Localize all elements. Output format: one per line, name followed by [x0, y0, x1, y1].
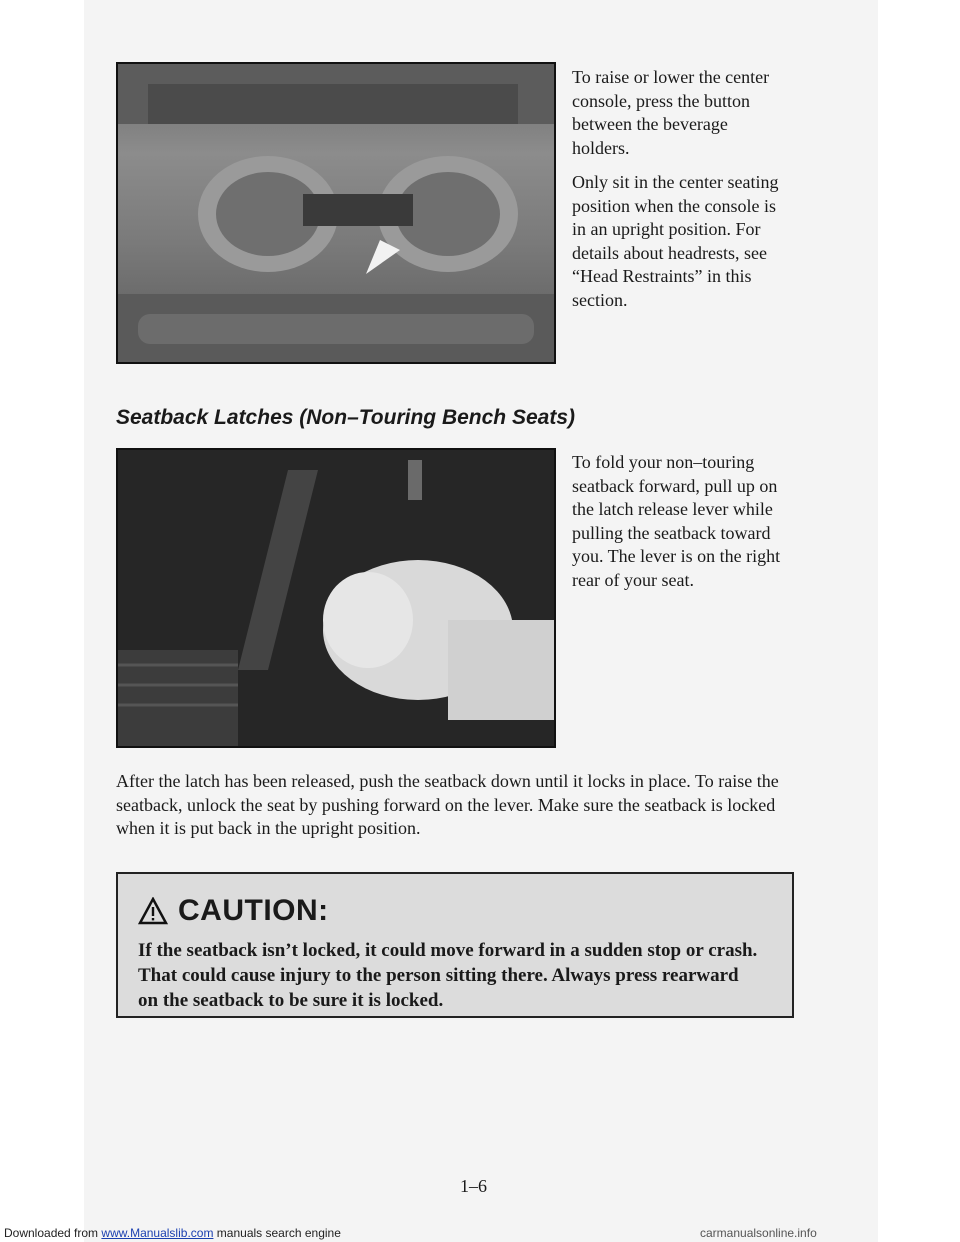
caution-body: If the seatback isn’t locked, it could move forward in a sudden stop or crash. That could cause injury to the person sitting there. Always press rearward on the seatback to be sure it is locked. [138, 940, 758, 1011]
section-heading: Seatback Latches (Non–Touring Bench Seats) [116, 406, 575, 429]
footer-prefix: Downloaded from [4, 1226, 99, 1240]
footer-suffix: manuals search engine [216, 1226, 341, 1240]
page-number: 1–6 [460, 1176, 487, 1196]
center-seat-note-text: Only sit in the center seating position when the console is in an upright position. For details about headrests, see “Head Restraints” in this section. [572, 172, 779, 310]
center-console-photo [116, 62, 556, 364]
caution-header [138, 894, 329, 928]
warning-triangle-icon [138, 897, 168, 925]
download-footer [4, 1226, 341, 1240]
fold-seatback-text: To fold your non–touring seatback forward, pull up on the latch release lever while pulling the seatback toward you. The lever is on the right rear of your seat. [572, 452, 781, 590]
manualslib-link[interactable]: www.Manualslib.com [101, 1226, 214, 1240]
latch-release-paragraph: After the latch has been released, push the seatback down until it locks in place. To raise the seatback, unlock the seat by pushing forward on the lever. Make sure the seatback is locked when it is put back in the upright position. [116, 771, 779, 838]
caution-box [116, 872, 794, 1018]
seatback-latch-illustration [118, 450, 554, 746]
caution-title: CAUTION: [178, 894, 329, 927]
console-instruction-text: To raise or lower the center console, press the button between the beverage holders. [572, 67, 770, 158]
seatback-latch-photo [116, 448, 556, 748]
center-console-illustration [118, 64, 554, 362]
watermark-text: carmanualsonline.info [700, 1226, 817, 1240]
